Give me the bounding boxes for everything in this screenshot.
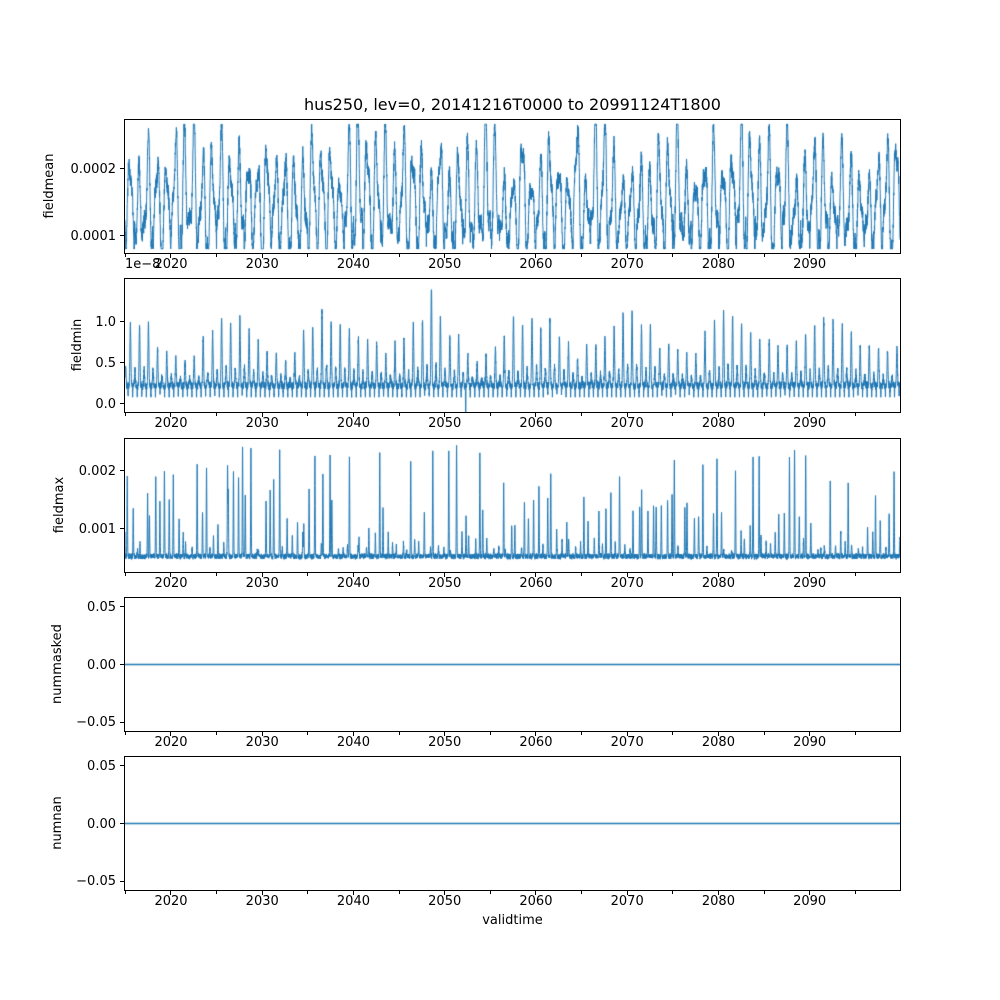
x-tick-label: 2030 <box>245 416 279 431</box>
x-tick-label: 2020 <box>154 416 188 431</box>
x-minor-tick-mark <box>125 413 126 416</box>
x-tick-label: 2040 <box>336 894 370 909</box>
x-minor-tick-mark <box>672 254 673 257</box>
x-minor-tick-mark <box>399 413 400 416</box>
nummasked-line-series <box>125 598 900 731</box>
y-tick-label: 0.001 <box>78 521 116 537</box>
x-minor-tick-mark <box>581 732 582 735</box>
x-tick-label: 2060 <box>519 257 553 272</box>
x-tick-label: 2050 <box>428 257 462 272</box>
x-minor-tick-mark <box>125 573 126 576</box>
fieldmax-line-series <box>125 439 900 572</box>
x-minor-tick-mark <box>490 254 491 257</box>
x-minor-tick-mark <box>672 413 673 416</box>
y-tick-label: 1.0 <box>95 314 116 330</box>
y-tick-label: 0.002 <box>78 463 116 479</box>
x-tick-label: 2090 <box>793 416 827 431</box>
y-tick-label: 0.0001 <box>70 228 116 244</box>
x-tick-label: 2060 <box>519 735 553 750</box>
x-minor-tick-mark <box>125 891 126 894</box>
x-tick-label: 2050 <box>428 576 462 591</box>
x-tick-label: 2080 <box>701 894 735 909</box>
y-axis-label-fieldmin: fieldmin <box>70 318 85 372</box>
x-minor-tick-mark <box>672 732 673 735</box>
y-tick-mark <box>120 664 124 665</box>
x-minor-tick-mark <box>764 413 765 416</box>
y-axis-label-fieldmax: fieldmax <box>52 476 67 534</box>
y-tick-mark <box>120 528 124 529</box>
x-minor-tick-mark <box>855 573 856 576</box>
x-tick-label: 2020 <box>154 735 188 750</box>
x-minor-tick-mark <box>672 573 673 576</box>
y-tick-label: 0.0002 <box>70 161 116 177</box>
x-tick-label: 2020 <box>154 576 188 591</box>
y-tick-label: 0.00 <box>87 657 116 673</box>
x-minor-tick-mark <box>581 254 582 257</box>
y-axis-label-fieldmean: fieldmean <box>42 153 57 219</box>
x-minor-tick-mark <box>490 573 491 576</box>
y-tick-mark <box>120 722 124 723</box>
x-tick-label: 2060 <box>519 576 553 591</box>
y-tick-label: 0.05 <box>87 758 116 774</box>
x-minor-tick-mark <box>307 573 308 576</box>
figure-title: hus250, lev=0, 20141216T0000 to 20991124T1800 <box>304 95 721 114</box>
x-minor-tick-mark <box>764 254 765 257</box>
x-minor-tick-mark <box>216 254 217 257</box>
y-tick-mark <box>120 765 124 766</box>
x-minor-tick-mark <box>672 891 673 894</box>
x-minor-tick-mark <box>216 732 217 735</box>
y-tick-mark <box>120 321 124 322</box>
numnan-line-series <box>125 757 900 890</box>
x-minor-tick-mark <box>307 891 308 894</box>
x-minor-tick-mark <box>490 413 491 416</box>
x-tick-label: 2020 <box>154 257 188 272</box>
x-tick-label: 2070 <box>610 257 644 272</box>
y-tick-label: 0.05 <box>87 599 116 615</box>
y-tick-label: 0.00 <box>87 816 116 832</box>
y-axis-offset-text: 1e−8 <box>125 257 161 272</box>
x-minor-tick-mark <box>490 891 491 894</box>
y-axis-label-numnan: numnan <box>50 796 65 850</box>
x-tick-label: 2070 <box>610 894 644 909</box>
x-minor-tick-mark <box>399 891 400 894</box>
y-tick-label: 0.0 <box>95 396 116 412</box>
x-tick-label: 2030 <box>245 576 279 591</box>
x-tick-label: 2030 <box>245 257 279 272</box>
x-tick-label: 2020 <box>154 894 188 909</box>
x-minor-tick-mark <box>399 573 400 576</box>
y-axis-label-nummasked: nummasked <box>50 624 65 704</box>
subplot-numnan <box>124 756 901 891</box>
subplot-fieldmin <box>124 278 901 413</box>
y-tick-mark <box>120 606 124 607</box>
x-tick-label: 2050 <box>428 894 462 909</box>
x-minor-tick-mark <box>307 413 308 416</box>
x-minor-tick-mark <box>855 732 856 735</box>
x-tick-label: 2090 <box>793 257 827 272</box>
x-minor-tick-mark <box>581 413 582 416</box>
x-minor-tick-mark <box>399 732 400 735</box>
y-tick-label: 0.5 <box>95 355 116 371</box>
x-tick-label: 2050 <box>428 416 462 431</box>
y-tick-mark <box>120 470 124 471</box>
x-axis-label: validtime <box>482 913 543 928</box>
x-minor-tick-mark <box>581 891 582 894</box>
x-tick-label: 2060 <box>519 894 553 909</box>
x-minor-tick-mark <box>764 732 765 735</box>
x-tick-label: 2080 <box>701 576 735 591</box>
x-tick-label: 2040 <box>336 576 370 591</box>
x-tick-label: 2090 <box>793 576 827 591</box>
x-minor-tick-mark <box>581 573 582 576</box>
y-tick-mark <box>120 881 124 882</box>
x-minor-tick-mark <box>216 573 217 576</box>
x-minor-tick-mark <box>307 732 308 735</box>
x-minor-tick-mark <box>764 573 765 576</box>
x-minor-tick-mark <box>855 413 856 416</box>
x-tick-label: 2030 <box>245 735 279 750</box>
x-tick-label: 2080 <box>701 257 735 272</box>
x-minor-tick-mark <box>307 254 308 257</box>
fieldmean-line-series <box>125 120 900 253</box>
x-minor-tick-mark <box>855 254 856 257</box>
y-tick-mark <box>120 168 124 169</box>
x-minor-tick-mark <box>399 254 400 257</box>
x-tick-label: 2090 <box>793 894 827 909</box>
x-tick-label: 2070 <box>610 416 644 431</box>
x-minor-tick-mark <box>125 732 126 735</box>
x-minor-tick-mark <box>855 891 856 894</box>
x-tick-label: 2030 <box>245 894 279 909</box>
x-tick-label: 2070 <box>610 735 644 750</box>
x-tick-label: 2050 <box>428 735 462 750</box>
x-tick-label: 2070 <box>610 576 644 591</box>
x-minor-tick-mark <box>216 891 217 894</box>
y-tick-mark <box>120 823 124 824</box>
x-tick-label: 2090 <box>793 735 827 750</box>
y-tick-label: −0.05 <box>76 874 116 890</box>
subplot-nummasked <box>124 597 901 732</box>
x-tick-label: 2080 <box>701 735 735 750</box>
x-tick-label: 2080 <box>701 416 735 431</box>
x-tick-label: 2040 <box>336 735 370 750</box>
y-tick-mark <box>120 362 124 363</box>
fieldmin-line-series <box>125 279 900 412</box>
x-tick-label: 2040 <box>336 416 370 431</box>
x-tick-label: 2060 <box>519 416 553 431</box>
x-minor-tick-mark <box>490 732 491 735</box>
x-minor-tick-mark <box>764 891 765 894</box>
x-minor-tick-mark <box>216 413 217 416</box>
subplot-fieldmean <box>124 119 901 254</box>
y-tick-label: −0.05 <box>76 715 116 731</box>
y-tick-mark <box>120 403 124 404</box>
y-tick-mark <box>120 235 124 236</box>
subplot-fieldmax <box>124 438 901 573</box>
x-tick-label: 2040 <box>336 257 370 272</box>
x-minor-tick-mark <box>125 254 126 257</box>
